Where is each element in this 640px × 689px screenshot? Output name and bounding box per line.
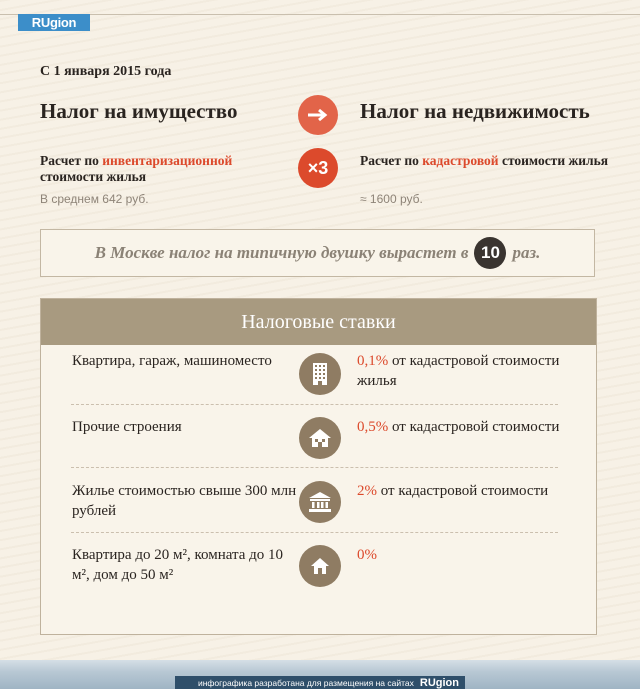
rate-value	[357, 417, 587, 437]
old-tax-title: Налог на имущество	[40, 99, 238, 123]
footer-logo: RUgion	[419, 676, 459, 689]
footer	[175, 676, 465, 689]
rate-percent: 0%	[357, 547, 377, 563]
rate-description: от кадастровой стоимости	[377, 483, 549, 499]
rate-description: от кадастровой стоимости жилья	[357, 353, 560, 389]
house-icon	[299, 417, 341, 459]
calc-highlight: инвентаризационной	[102, 153, 233, 168]
logo: RUgion	[18, 14, 90, 31]
rates-title: Налоговые ставки	[41, 299, 596, 345]
moscow-text-after: раз.	[512, 243, 541, 262]
moscow-callout	[40, 229, 595, 277]
rate-value	[357, 545, 587, 565]
moscow-text-before: В Москве налог на типичную двушку вырастет в	[94, 243, 469, 262]
tax-rates-panel	[40, 298, 597, 635]
rate-percent: 2%	[357, 483, 377, 499]
building-icon	[299, 353, 341, 395]
rate-percent: 0,1%	[357, 353, 389, 369]
calc-prefix: Расчет по	[360, 153, 423, 168]
new-tax-average: ≈ 1600 руб.	[360, 192, 423, 206]
rate-value	[357, 481, 587, 501]
museum-icon	[299, 481, 341, 523]
home-icon	[299, 545, 341, 587]
calc-suffix: стоимости жилья	[40, 169, 147, 184]
row-divider	[71, 532, 558, 533]
date-label: С 1 января 2015 года	[40, 64, 172, 79]
moscow-multiplier-badge: 10	[474, 237, 506, 269]
row-divider	[71, 404, 558, 405]
top-divider	[0, 14, 640, 15]
rate-description: от кадастровой стоимости	[388, 419, 560, 435]
multiplier-badge: ×3	[298, 148, 338, 188]
footer-text: инфографика разработана для размещения на сайтах	[197, 677, 414, 688]
old-tax-calc	[40, 153, 290, 185]
calc-suffix: стоимости жилья	[498, 153, 609, 168]
rate-percent: 0,5%	[357, 419, 389, 435]
rate-value	[357, 351, 587, 391]
new-tax-calc	[360, 153, 620, 169]
calc-highlight: кадастровой	[422, 153, 499, 168]
rate-label: Прочие строения	[72, 419, 182, 435]
calc-prefix: Расчет по	[40, 153, 103, 168]
new-tax-title: Налог на недвижимость	[360, 99, 590, 123]
arrow-right-icon	[298, 95, 338, 135]
rate-label: Жилье стоимостью свыше 300 млн рублей	[72, 483, 297, 519]
row-divider	[71, 467, 558, 468]
old-tax-average: В среднем 642 руб.	[40, 192, 149, 206]
rate-label: Квартира, гараж, машиноместо	[72, 353, 272, 369]
rate-label: Квартира до 20 м², комната до 10 м², дом до 50 м²	[72, 547, 284, 583]
